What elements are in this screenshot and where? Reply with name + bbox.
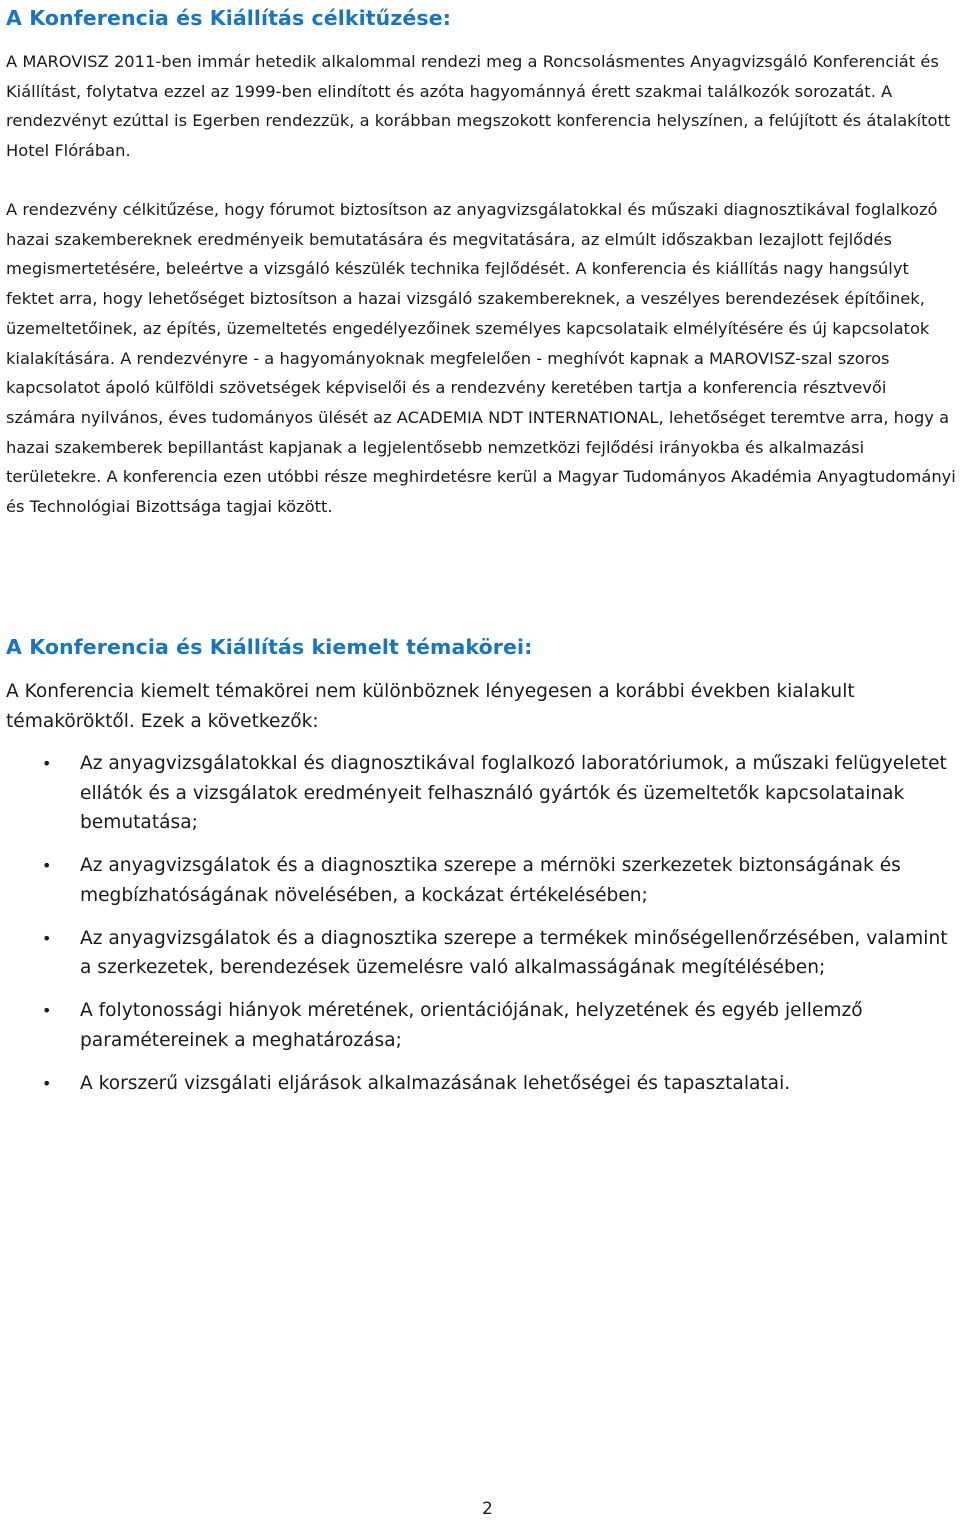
bullet-icon: • — [42, 856, 52, 875]
section-heading-topics: A Konferencia és Kiállítás kiemelt témakörei: — [6, 635, 533, 659]
bullet-icon: • — [42, 1001, 52, 1020]
bullet-icon: • — [42, 1073, 52, 1093]
paragraph-goals: A rendezvény célkitűzése, hogy fórumot biztosítson az anyagvizsgálatokkal és műszaki diagnosztikával foglalkozó hazai szakembereknek eredményeik bemutatására és megvitatására, az elmúlt időszakban lezajlott fejlődés megismertetésére, beleértve a vizsgáló készülék technika fejlődését. A konferencia és kiállítás nagy hangsúlyt fektet arra, hogy lehetőséget biztosítson a hazai vizsgáló szakembereknek, a veszélyes berendezések építőinek, üzemeltetőinek, az építés, üzemeltetés engedélyezőinek személyes kapcsolataik elmélyítésére és új kapcsolatok kialakítására. A rendezvényre - a hagyományoknak megfelelően - meghívót kapnak a MAROVISZ-szal szoros kapcsolatot ápoló külföldi szövetségek képviselői és a rendezvény keretében tartja a konferencia résztvevői számára nyilvános, éves tudományos ülését az ACADEMIA NDT INTERNATIONAL, lehetőséget teremtve arra, hogy a hazai szakemberek bepillantást kapjanak a legjelentősebb nemzetközi fejlődési irányokba és alkalmazási területekre. A konferencia ezen utóbbi része meghirdetésre kerül a Magyar Tudományos Akadémia Anyagtudományi és Technológiai Bizottsága tagjai között. — [6, 200, 956, 517]
paragraph-topics-intro: A Konferencia kiemelt témakörei nem különböznek lényegesen a korábbi években kialakult témaköröktől. Ezek a következők: — [6, 681, 855, 732]
list-item — [6, 924, 956, 983]
list-item-text: A korszerű vizsgálati eljárások alkalmazásának lehetőségei és tapasztalatai. — [80, 1072, 791, 1094]
page-number: 2 — [482, 1499, 493, 1519]
section-heading-goals: A Konferencia és Kiállítás célkitűzése: — [6, 6, 451, 30]
bullet-icon: • — [42, 928, 52, 948]
list-item — [6, 749, 956, 838]
list-item-text: Az anyagvizsgálatokkal és diagnosztikával foglalkozó laboratóriumok, a műszaki felügyeletet ellátók és a vizsgálatok eredményeit felhasználó gyártók és üzemeltetők kapcsolatainak bemutatása; — [80, 753, 947, 833]
list-item-text: A folytonossági hiányok méretének, orientációjának, helyzetének és egyéb jellemző paramétereinek a meghatározása; — [80, 1000, 863, 1051]
list-item — [6, 996, 956, 1055]
list-item-text: Az anyagvizsgálatok és a diagnosztika szerepe a mérnöki szerkezetek biztonságának és megbízhatóságának növelésében, a kockázat értékelésében; — [80, 855, 901, 906]
list-item — [6, 1069, 956, 1099]
bullet-icon: • — [42, 754, 52, 773]
topics-list — [6, 749, 956, 1112]
paragraph-intro: A MAROVISZ 2011-ben immár hetedik alkalommal rendezi meg a Roncsolásmentes Anyagvizsgáló Konferenciát és Kiállítást, folytatva ezzel az 1999-ben elindított és azóta hagyománnyá érett szakmai találkozók sorozatát. A rendezvényt ezúttal is Egerben rendezzük, a korábban megszokott konferencia helyszínen, a felújított és átalakított Hotel Flórában. — [6, 52, 951, 161]
list-item-text: Az anyagvizsgálatok és a diagnosztika szerepe a termékek minőségellenőrzésében, valamint a szerkezetek, berendezések üzemelésre való alkalmasságának megítélésében; — [80, 927, 948, 978]
list-item — [6, 851, 956, 910]
